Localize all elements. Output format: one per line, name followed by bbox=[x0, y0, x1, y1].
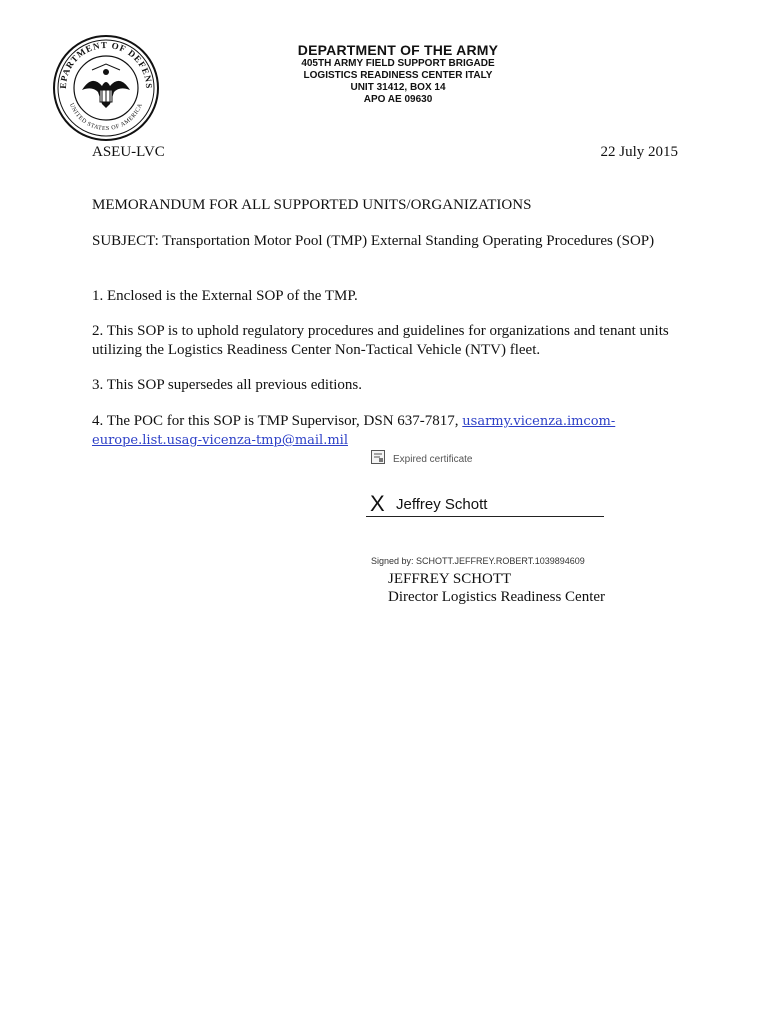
letterhead-apo: APO AE 09630 bbox=[363, 94, 433, 105]
memo-date: 22 July 2015 bbox=[600, 144, 678, 160]
letterhead-center: LOGISTICS READINESS CENTER ITALY bbox=[303, 70, 493, 81]
department-of-defense-seal bbox=[52, 34, 160, 142]
signed-by: Signed by: SCHOTT.JEFFREY.ROBERT.1039894609 bbox=[371, 556, 585, 566]
subject-line: SUBJECT: Transportation Motor Pool (TMP) External Standing Operating Procedures (SOP) bbox=[92, 233, 655, 249]
office-symbol: ASEU-LVC bbox=[92, 144, 165, 160]
poc-text: 4. The POC for this SOP is TMP Supervisor, DSN 637-7817, bbox=[92, 413, 463, 429]
signature-block-title: Director Logistics Readiness Center bbox=[388, 589, 606, 605]
certificate-status-label: Expired certificate bbox=[393, 454, 473, 465]
signature-mark: X bbox=[370, 491, 385, 516]
paragraph-3: 3. This SOP supersedes all previous editions. bbox=[92, 377, 362, 393]
letterhead-address: UNIT 31412, BOX 14 bbox=[350, 82, 446, 93]
signature-block-name: JEFFREY SCHOTT bbox=[388, 571, 512, 587]
memorandum-for: MEMORANDUM FOR ALL SUPPORTED UNITS/ORGANIZATIONS bbox=[92, 197, 532, 213]
certificate-status[interactable] bbox=[371, 450, 472, 469]
signature-signer: Jeffrey Schott bbox=[396, 496, 488, 513]
certificate-icon bbox=[371, 450, 385, 469]
letterhead bbox=[200, 42, 596, 106]
paragraph-1: 1. Enclosed is the External SOP of the TMP. bbox=[92, 288, 358, 304]
paragraph-4 bbox=[92, 412, 692, 450]
svg-text:UNITED STATES OF AMERICA: UNITED STATES OF AMERICA bbox=[68, 102, 144, 133]
paragraph-2: 2. This SOP is to uphold regulatory procedures and guidelines for organizations and tenant units utilizing the Logistics Readiness Center Non-Tactical Vehicle (NTV) fleet. bbox=[92, 323, 669, 358]
signature-line bbox=[366, 516, 604, 517]
poc-email-link[interactable]: usarmy.vicenza.imcom-europe.list.usag-vicenza-tmp@mail.mil bbox=[92, 414, 616, 448]
svg-text:DEPARTMENT OF DEFENSE: EPARTMENT OF DEFENS bbox=[57, 39, 155, 90]
letterhead-unit: 405TH ARMY FIELD SUPPORT BRIGADE bbox=[301, 58, 495, 69]
letterhead-title: DEPARTMENT OF THE ARMY bbox=[297, 42, 499, 58]
